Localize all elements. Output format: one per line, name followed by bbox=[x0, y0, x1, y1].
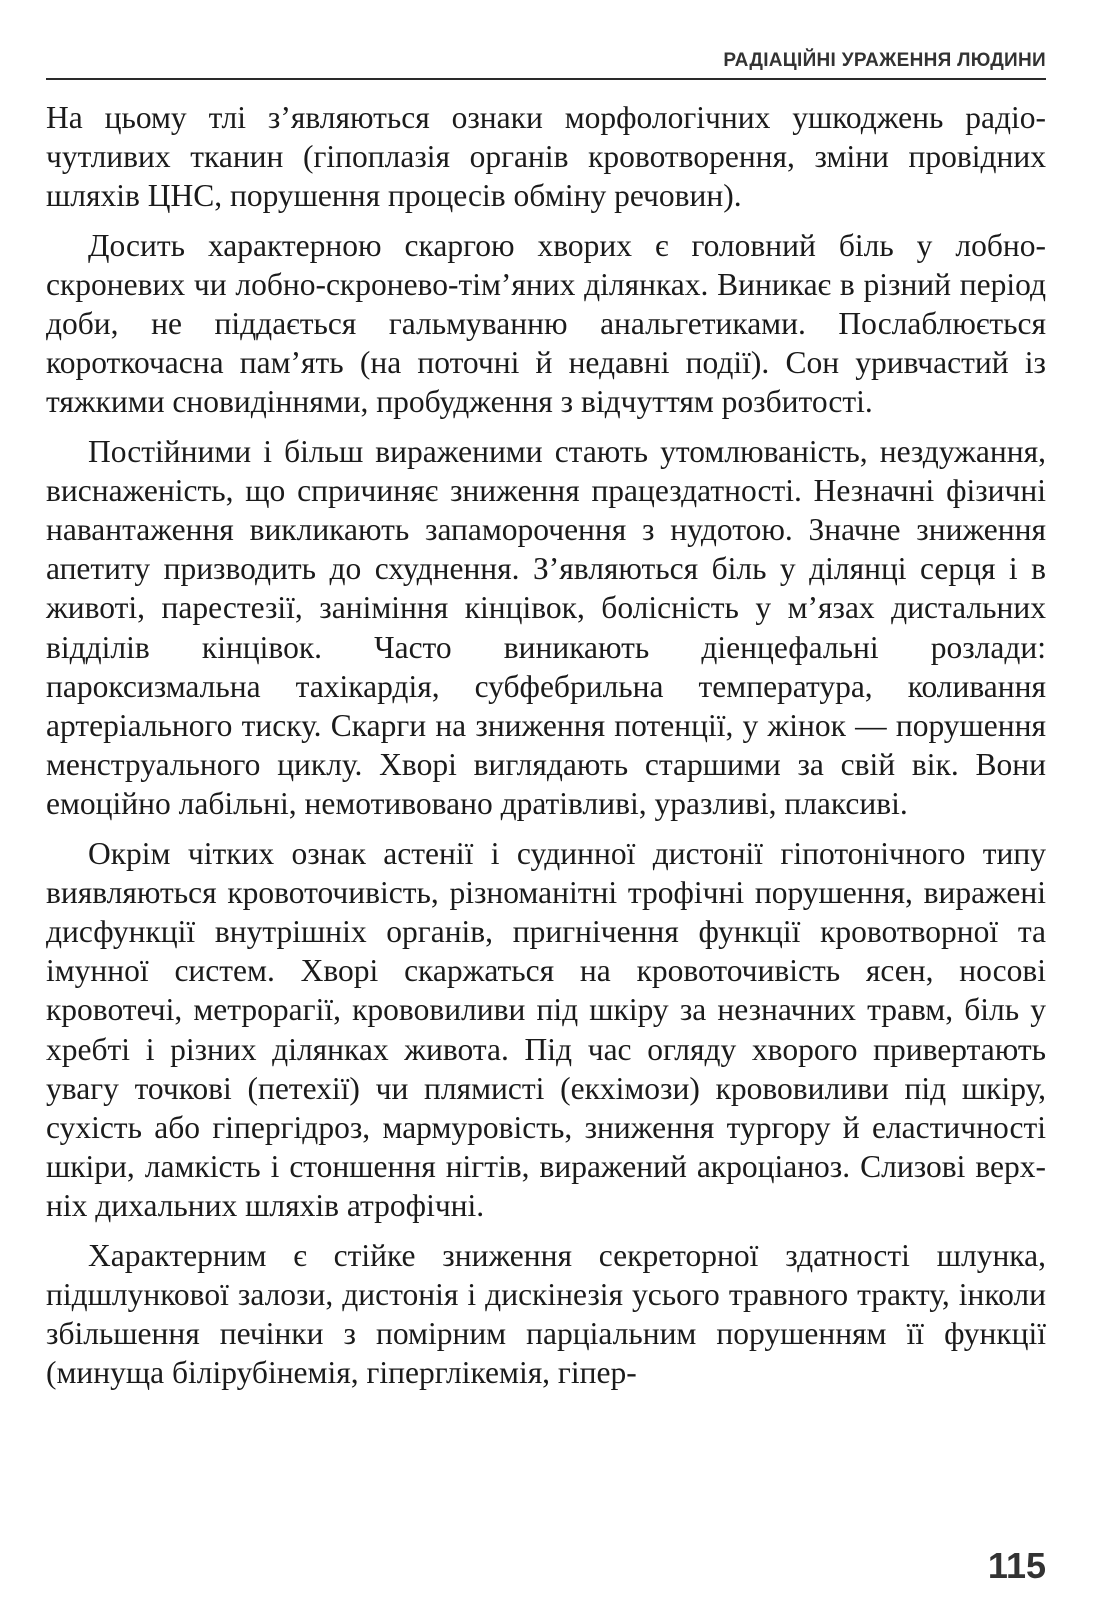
page-number: 115 bbox=[987, 1545, 1046, 1586]
paragraph: Окрім чітких ознак астенії і судинної дистонії гіпотонічного типу виявляються кровоточивість, різноманітні трофічні порушення, виражені дисфункції внутрішніх органів, пригнічення функції кровотворної та імунної систем. Хворі скаржаться на кровоточивість ясен, носові кровотечі, метрорагії, крововиливи під шкіру за незначних травм, біль у хребті і різних ділянках живота. Під час огляду хворого привертають увагу точкові (петехії) чи плямисті (екхімози) крововиливи під шкіру, сухість або гіпергідроз, мармуровість, зниження тургору й еластичності шкіри, ламкість і стоншення нігтів, виражений акроціаноз. Слизові верхніх дихальних шляхів атрофічні. bbox=[46, 835, 1046, 1224]
paragraph: Постійними і більш вираженими стають утомлюваність, нездужання, виснаженість, що спричиняє зниження працездатності. Незначні фізичні навантаження викликають запаморочення з нудотою. Значне зниження апетиту призводить до схуднення. З’являються біль у ділянці серця і в животі, парестезії, заніміння кінцівок, болісність у м’язах дистальних відділів кінцівок. Часто виникають діенцефальні розлади: пароксизмальна тахікардія, субфебрильна температура, коливання артеріального тиску. Скарги на зниження потенції, у жінок — порушення менструального циклу. Хворі виглядають старшими за свій вік. Вони емоційно лабільні, немотивовано дратівливі, уразливі, плаксиві. bbox=[46, 433, 1046, 822]
paragraph: Досить характерною скаргою хворих є головний біль у лобно-скроневих чи лобно-скронево-тім’яних ділянках. Виникає в різний період доби, не піддається гальмуванню анальгетиками. Послаблюється короткочасна пам’ять (на поточні й недавні події). Сон уривчастий із тяжкими сновидіннями, пробудження з відчуттям розбитості. bbox=[46, 227, 1046, 420]
paragraph: Характерним є стійке зниження секреторної здатності шлунка, підшлункової залози, дистонія і дискінезія усього травного тракту, інколи збільшення печінки з помірним парціальним порушенням її функції (минуща білірубінемія, гіперглікемія, гіпер- bbox=[46, 1237, 1046, 1391]
page-header bbox=[46, 44, 1046, 80]
running-title: РАДІАЦІЙНІ УРАЖЕННЯ ЛЮДИНИ bbox=[723, 50, 1046, 71]
body-text bbox=[46, 98, 1046, 1403]
paragraph: На цьому тлі з’являються ознаки морфологічних ушкоджень радіочутливих тканин (гіпоплазія органів кровотворення, зміни провідних шляхів ЦНС, порушення процесів обміну речовин). bbox=[46, 100, 1046, 214]
